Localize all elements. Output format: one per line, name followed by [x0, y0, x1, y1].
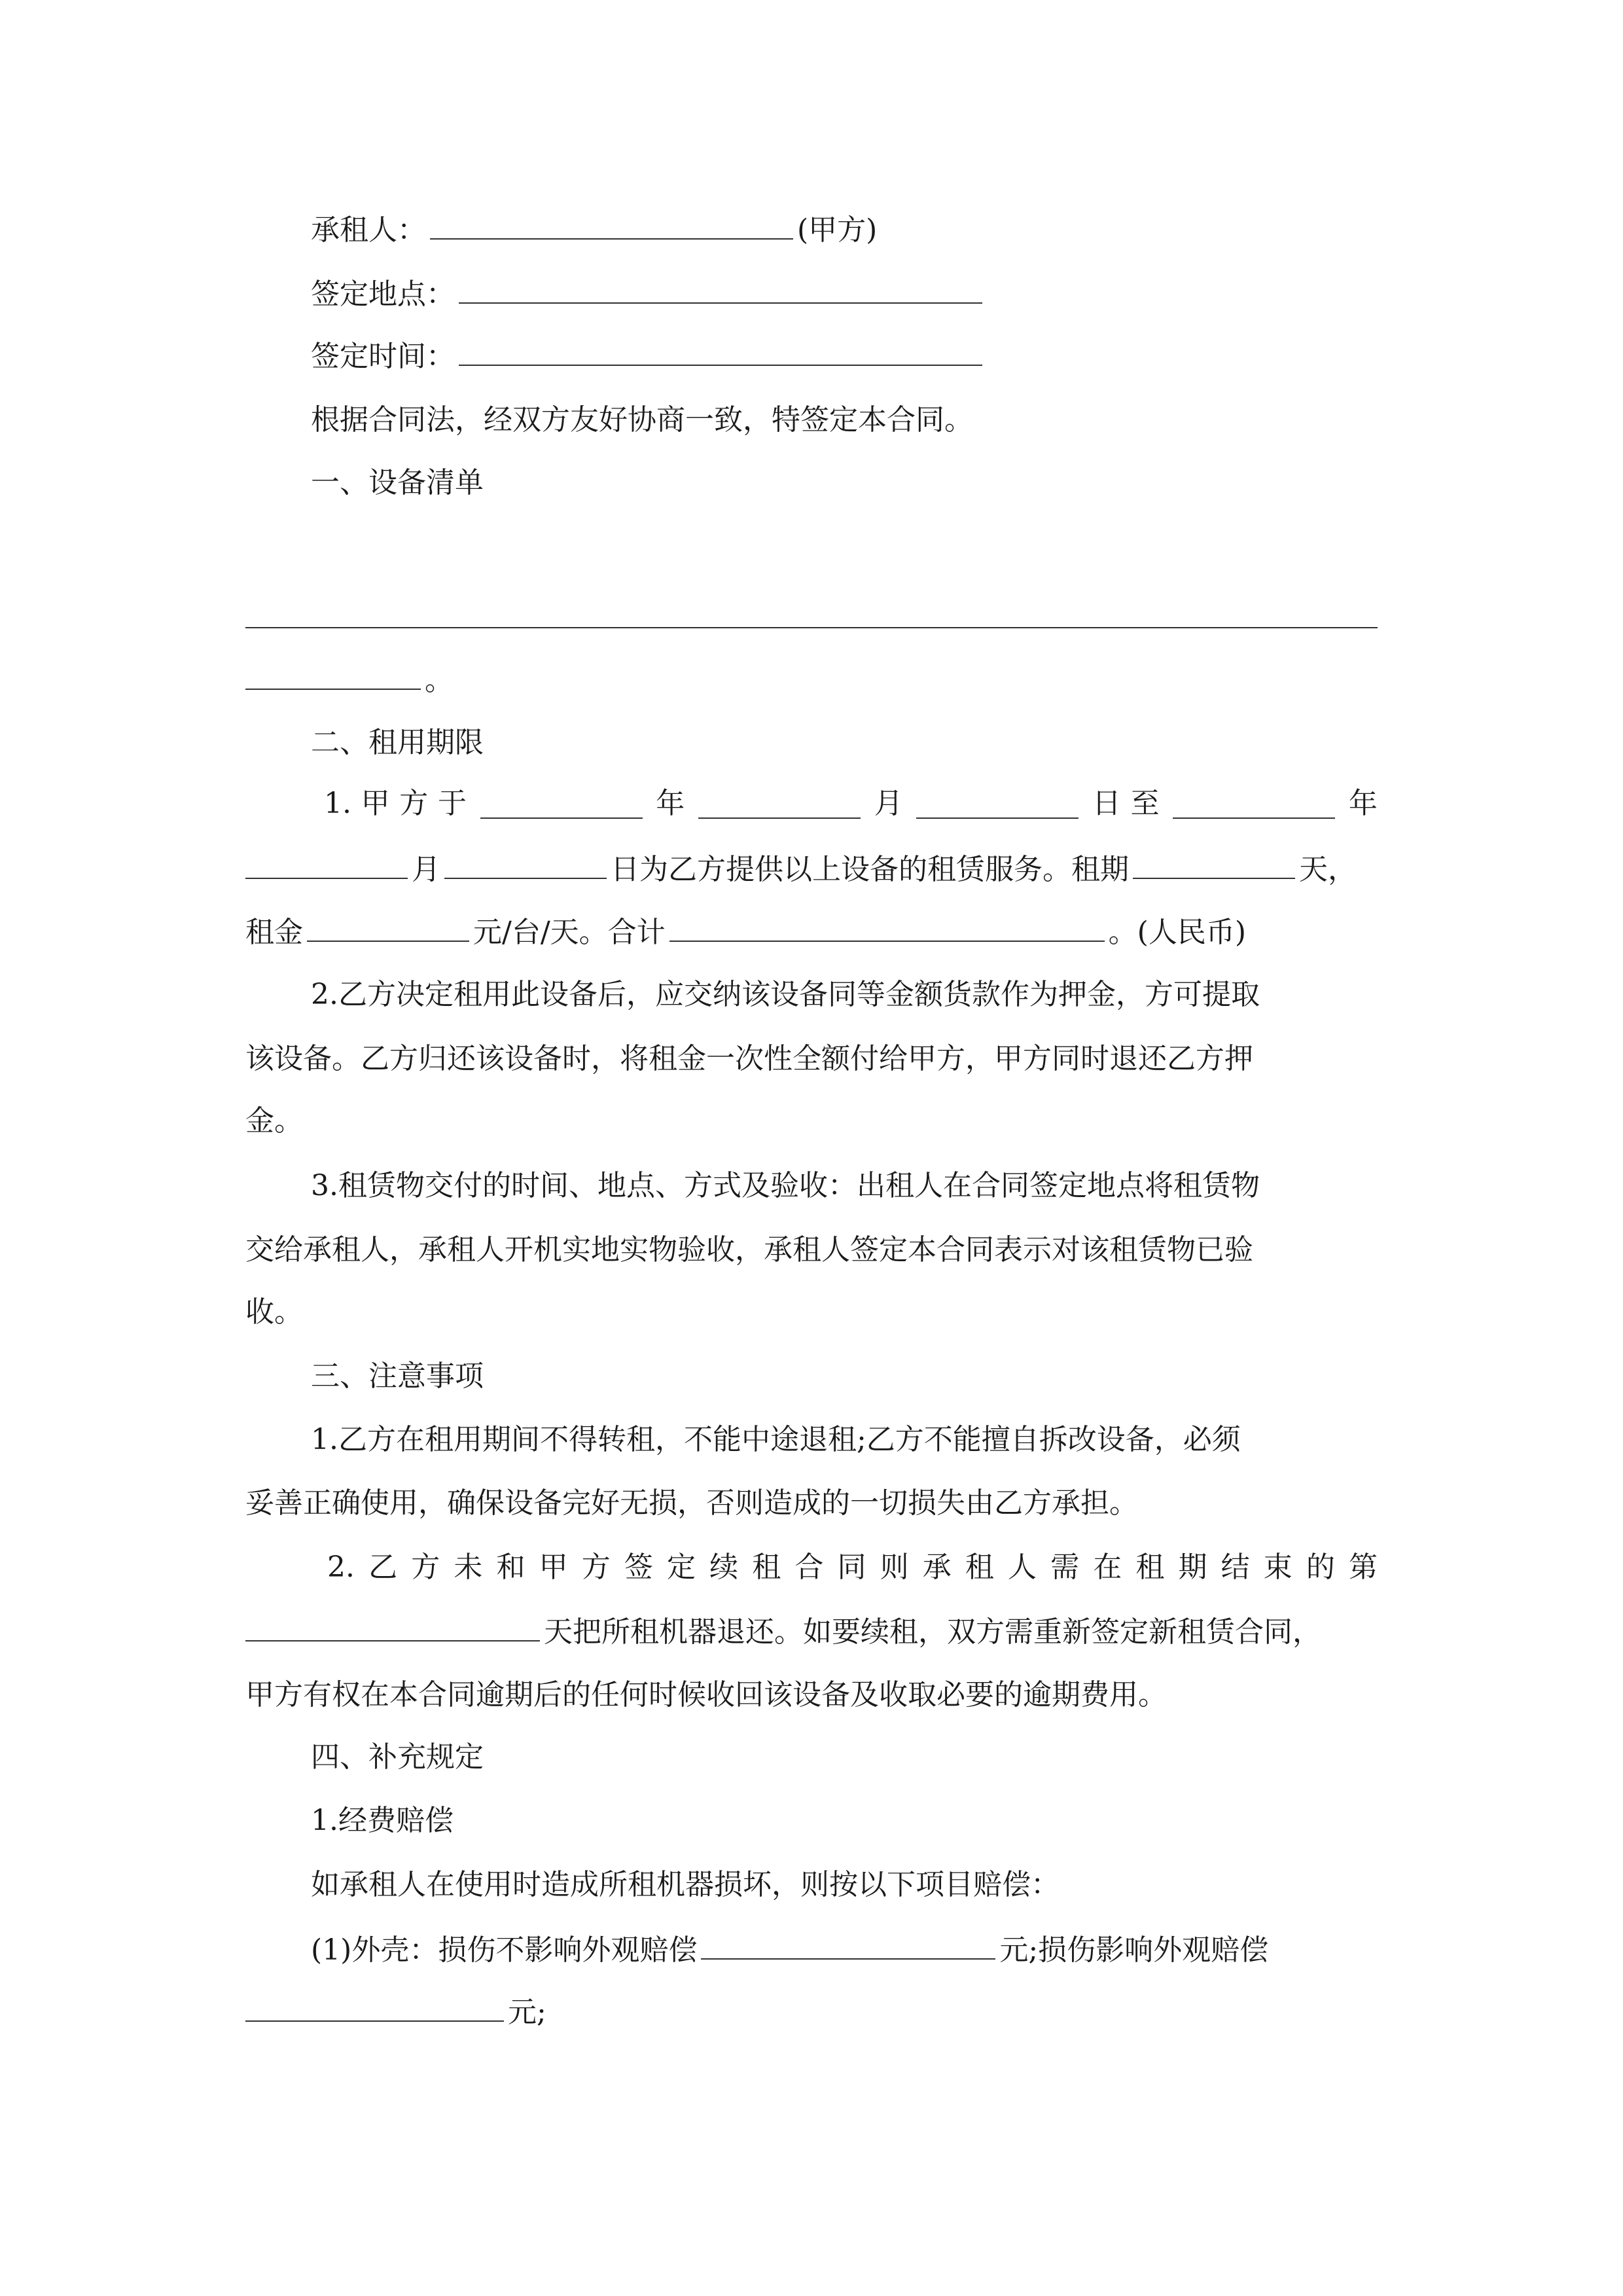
s3c2-char: 方: [581, 1551, 611, 1584]
sign-time-label: 签定时间：: [311, 340, 455, 373]
end-day-blank[interactable]: [444, 849, 607, 879]
s3-c2-line2-text: 天把所租机器退还。如要续租，双方需重新签定新租赁合同，: [544, 1615, 1321, 1649]
s3c2-char: 和: [496, 1551, 526, 1584]
lessee-blank[interactable]: [430, 209, 793, 240]
s3c2-char: 甲: [539, 1551, 568, 1584]
s3c2-char: 乙: [368, 1551, 398, 1584]
section3-title: 三、注意事项: [311, 1359, 484, 1393]
s3c2-char: 未: [454, 1551, 483, 1584]
sign-place-label: 签定地点：: [311, 278, 455, 311]
sign-time-line: [311, 336, 986, 375]
c1-char-b: 方: [399, 787, 429, 820]
end-year-blank[interactable]: [1173, 789, 1335, 819]
s3c2-char: 的: [1306, 1551, 1335, 1584]
equipment-list-blank-2[interactable]: [245, 660, 421, 690]
s3c2-char: 则: [880, 1551, 909, 1584]
s3c2-char: 同: [837, 1551, 866, 1584]
month2: 月: [412, 853, 440, 886]
sign-place-blank[interactable]: [459, 274, 982, 304]
s2-c3-line1: 3.租赁物交付的时间、地点、方式及验收：出租人在合同签定地点将租赁物: [311, 1169, 1260, 1202]
lessee-line: [311, 209, 877, 249]
equipment-list-end-line: [245, 660, 454, 699]
c1-num: 1.: [324, 787, 351, 820]
s3c2-char: 续: [709, 1551, 739, 1584]
s2-c2-line2: 该设备。乙方归还该设备时，将租金一次性全额付给甲方，甲方同时退还乙方押: [245, 1042, 1253, 1075]
start-year-blank[interactable]: [480, 789, 643, 819]
year1: 年: [656, 787, 685, 820]
equipment-list-blank[interactable]: [245, 627, 1378, 628]
day1: 日: [1092, 787, 1121, 820]
s3-c1-line2: 妥善正确使用，确保设备完好无损，否则造成的一切损失由乙方承担。: [245, 1486, 1138, 1520]
s3-c2-line1: [327, 1548, 1378, 1587]
s3c2-char: 期: [1178, 1551, 1207, 1584]
s2-c3-line3: 收。: [245, 1295, 303, 1329]
lease-days-blank[interactable]: [1133, 849, 1295, 879]
c1-char-a: 甲: [361, 787, 390, 820]
line2-text: 日为乙方提供以上设备的租赁服务。租期: [611, 853, 1129, 886]
total-blank[interactable]: [669, 912, 1105, 942]
s3c2-char: 需: [1050, 1551, 1080, 1584]
c1-char-c: 于: [437, 787, 467, 820]
s3c2-char: 合: [794, 1551, 824, 1584]
return-days-blank[interactable]: [245, 1611, 540, 1641]
s3c2-char: 在: [1093, 1551, 1122, 1584]
s2-c3-line2: 交给承租人，承租人开机实地实物验收，承租人签定本合同表示对该租赁物已验: [245, 1233, 1253, 1266]
section2-title: 二、租用期限: [311, 726, 484, 759]
section4-title: 四、补充规定: [311, 1740, 484, 1774]
s2-c1-line2: [245, 849, 1357, 888]
s3c2-char: 束: [1263, 1551, 1293, 1584]
party-a-suffix: (甲方): [797, 213, 878, 247]
s2-c1-line3: [245, 912, 1246, 951]
rent-unit: 元/台/天。合计: [473, 916, 666, 949]
s4-intro: 如承租人在使用时造成所租机器损坏，则按以下项目赔偿：: [311, 1868, 1060, 1901]
s4-shell-line: [311, 1929, 1268, 1969]
shell-label: (1)外壳：损伤不影响外观赔偿: [311, 1933, 698, 1967]
lessee-label: 承租人：: [311, 213, 426, 247]
s3c2-char: 定: [666, 1551, 696, 1584]
year2: 年: [1348, 787, 1378, 820]
s3c2-char: 租: [965, 1551, 994, 1584]
s3c2-char: 结: [1221, 1551, 1250, 1584]
intro-line: 根据合同法，经双方友好协商一致，特签定本合同。: [311, 403, 973, 437]
s3-c2-line2: [245, 1611, 1321, 1651]
s3-c2-line3: 甲方有权在本合同逾期后的任何时候收回该设备及收取必要的逾期费用。: [245, 1678, 1167, 1712]
s4-sub1: 1.经费赔偿: [311, 1804, 454, 1837]
s4-shell-line2: [245, 1992, 546, 2031]
start-month-blank[interactable]: [698, 789, 861, 819]
period-mark: 。: [425, 664, 454, 697]
to: 至: [1130, 787, 1160, 820]
shell-major-blank[interactable]: [245, 1992, 504, 2022]
s3c2-char: 签: [624, 1551, 653, 1584]
shell-end: 元;: [508, 1996, 546, 2029]
sign-place-line: [311, 274, 986, 313]
start-day-blank[interactable]: [916, 789, 1079, 819]
end-month-blank[interactable]: [245, 849, 408, 879]
rent-blank[interactable]: [307, 912, 469, 942]
section1-title: 一、设备清单: [311, 466, 484, 499]
days-label: 天，: [1299, 853, 1357, 886]
s3c2-char: 2.: [327, 1551, 355, 1584]
s2-c2-line3: 金。: [245, 1104, 303, 1138]
s3c2-char: 人: [1007, 1551, 1037, 1584]
rmb-label: 。(人民币): [1108, 916, 1246, 949]
s3c2-char: 租: [752, 1551, 781, 1584]
s3c2-char: 租: [1135, 1551, 1165, 1584]
month1: 月: [874, 787, 903, 820]
s3-c1-line1: 1.乙方在租用期间不得转租，不能中途退租;乙方不能擅自拆改设备，必须: [311, 1423, 1241, 1456]
s3c2-char: 方: [411, 1551, 440, 1584]
s3c2-char: 第: [1348, 1551, 1378, 1584]
sign-time-blank[interactable]: [459, 336, 982, 366]
shell-minor-blank[interactable]: [701, 1929, 995, 1960]
rent-label: 租金: [245, 916, 303, 949]
s2-c2-line1: 2.乙方决定租用此设备后，应交纳该设备同等金额货款作为押金，方可提取: [311, 978, 1260, 1011]
shell-mid: 元;损伤影响外观赔偿: [999, 1933, 1269, 1967]
s3c2-char: 承: [922, 1551, 952, 1584]
s2-c1-line1: [324, 784, 1378, 823]
